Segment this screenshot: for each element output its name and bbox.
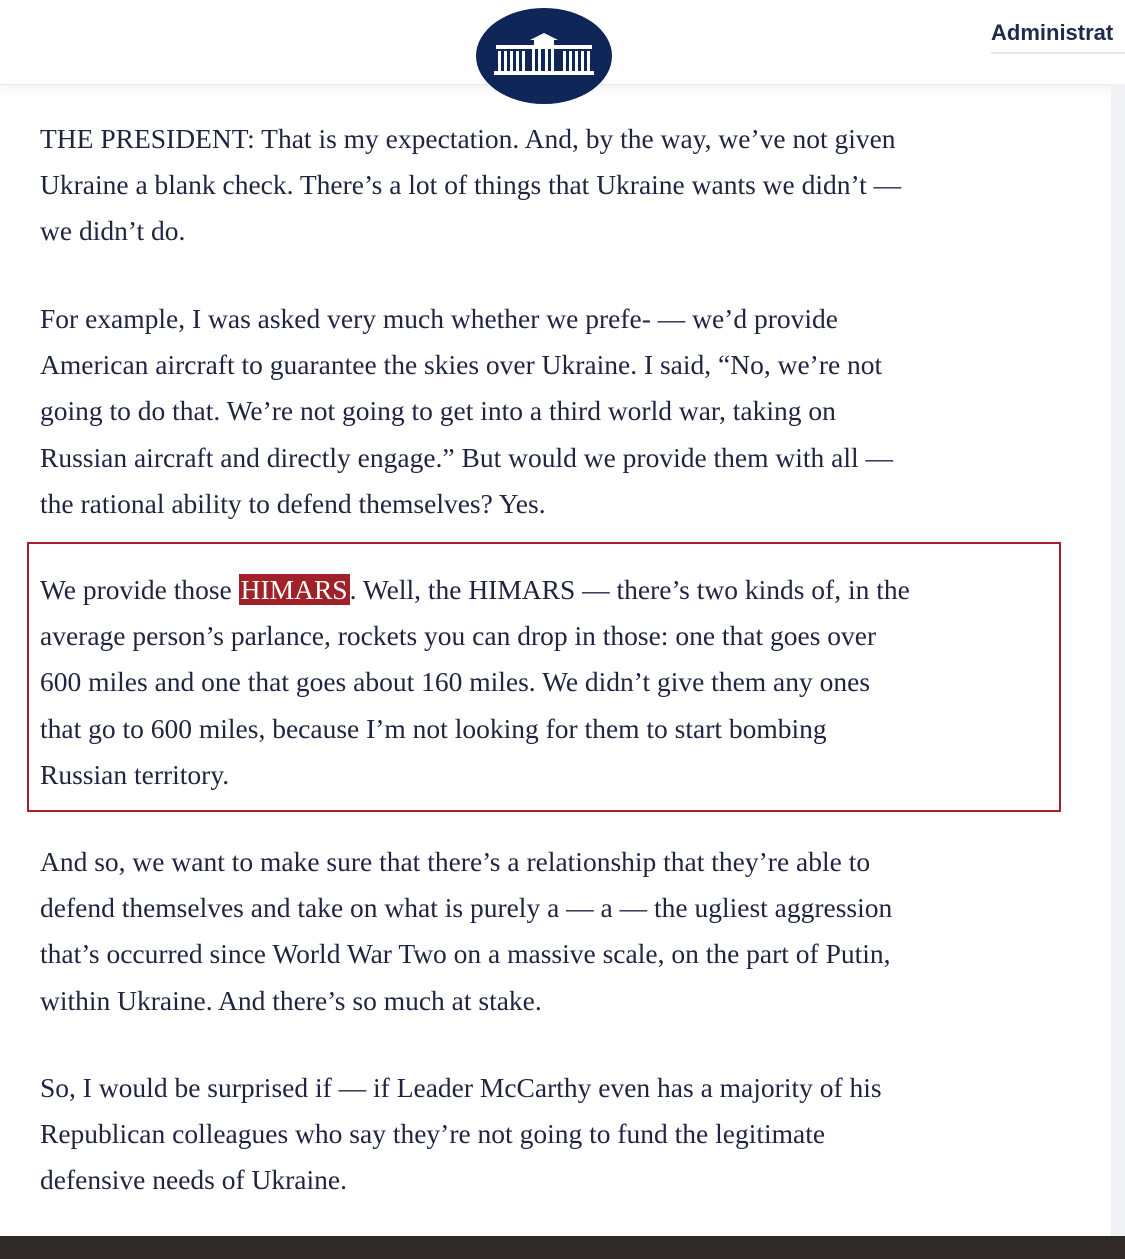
text-segment: . Well, the HIMARS — there’s two kinds of, in the [349,574,910,605]
text-line: within Ukraine. And there’s so much at stake. [40,984,542,1016]
text-line: defensive needs of Ukraine. [40,1164,347,1196]
text-line: THE PRESIDENT: That is my expectation. And, by the way, we’ve not given [40,123,896,154]
text-line: average person’s parlance, rockets you can drop in those: one that goes over [40,620,877,652]
text-line: Republican colleagues who say they’re not going to fund the legitimate [40,1118,826,1150]
transcript-paragraph-3 [40,567,910,798]
white-house-logo[interactable] [476,8,612,104]
text-line: going to do that. We’re not going to get into a third world war, taking on [40,395,836,427]
text-line: So, I would be surprised if — if Leader McCarthy even has a majority of his [40,1072,882,1103]
page-side-shade [1111,84,1125,1236]
text-line: Russian aircraft and directly engage.” But would we provide them with all — [40,441,894,473]
transcript-paragraph-5 [40,1065,882,1204]
text-segment: We provide those [40,574,239,605]
text-line: 600 miles and one that goes about 160 miles. We didn’t give them any ones [40,666,871,698]
transcript-paragraph-4 [40,839,892,1024]
text-line: And so, we want to make sure that there’s a relationship that they’re able to [40,846,871,877]
text-line: that’s occurred since World War Two on a massive scale, on the part of Putin, [40,938,891,970]
text-line: Ukraine a blank check. There’s a lot of things that Ukraine wants we didn’t — [40,169,902,201]
white-house-seal-icon [490,31,598,81]
text-line: Russian territory. [40,758,230,790]
text-line: the rational ability to defend themselves? Yes. [40,487,546,519]
text-line: defend themselves and take on what is purely a — a — the ugliest aggression [40,892,893,924]
text-line: we didn’t do. [40,215,186,247]
text-line [40,567,910,613]
highlighted-term-himars: HIMARS [240,574,348,605]
transcript-paragraph-1 [40,116,901,255]
text-line: American aircraft to guarantee the skies over Ukraine. I said, “No, we’re not [40,349,883,381]
text-line: that go to 600 miles, because I’m not looking for them to start bombing [40,712,827,744]
bottom-bar [0,1236,1125,1259]
nav-link-administration[interactable]: Administrat [991,20,1125,54]
text-line: For example, I was asked very much whether we prefe- — we’d provide [40,303,838,334]
transcript-paragraph-2 [40,296,893,527]
